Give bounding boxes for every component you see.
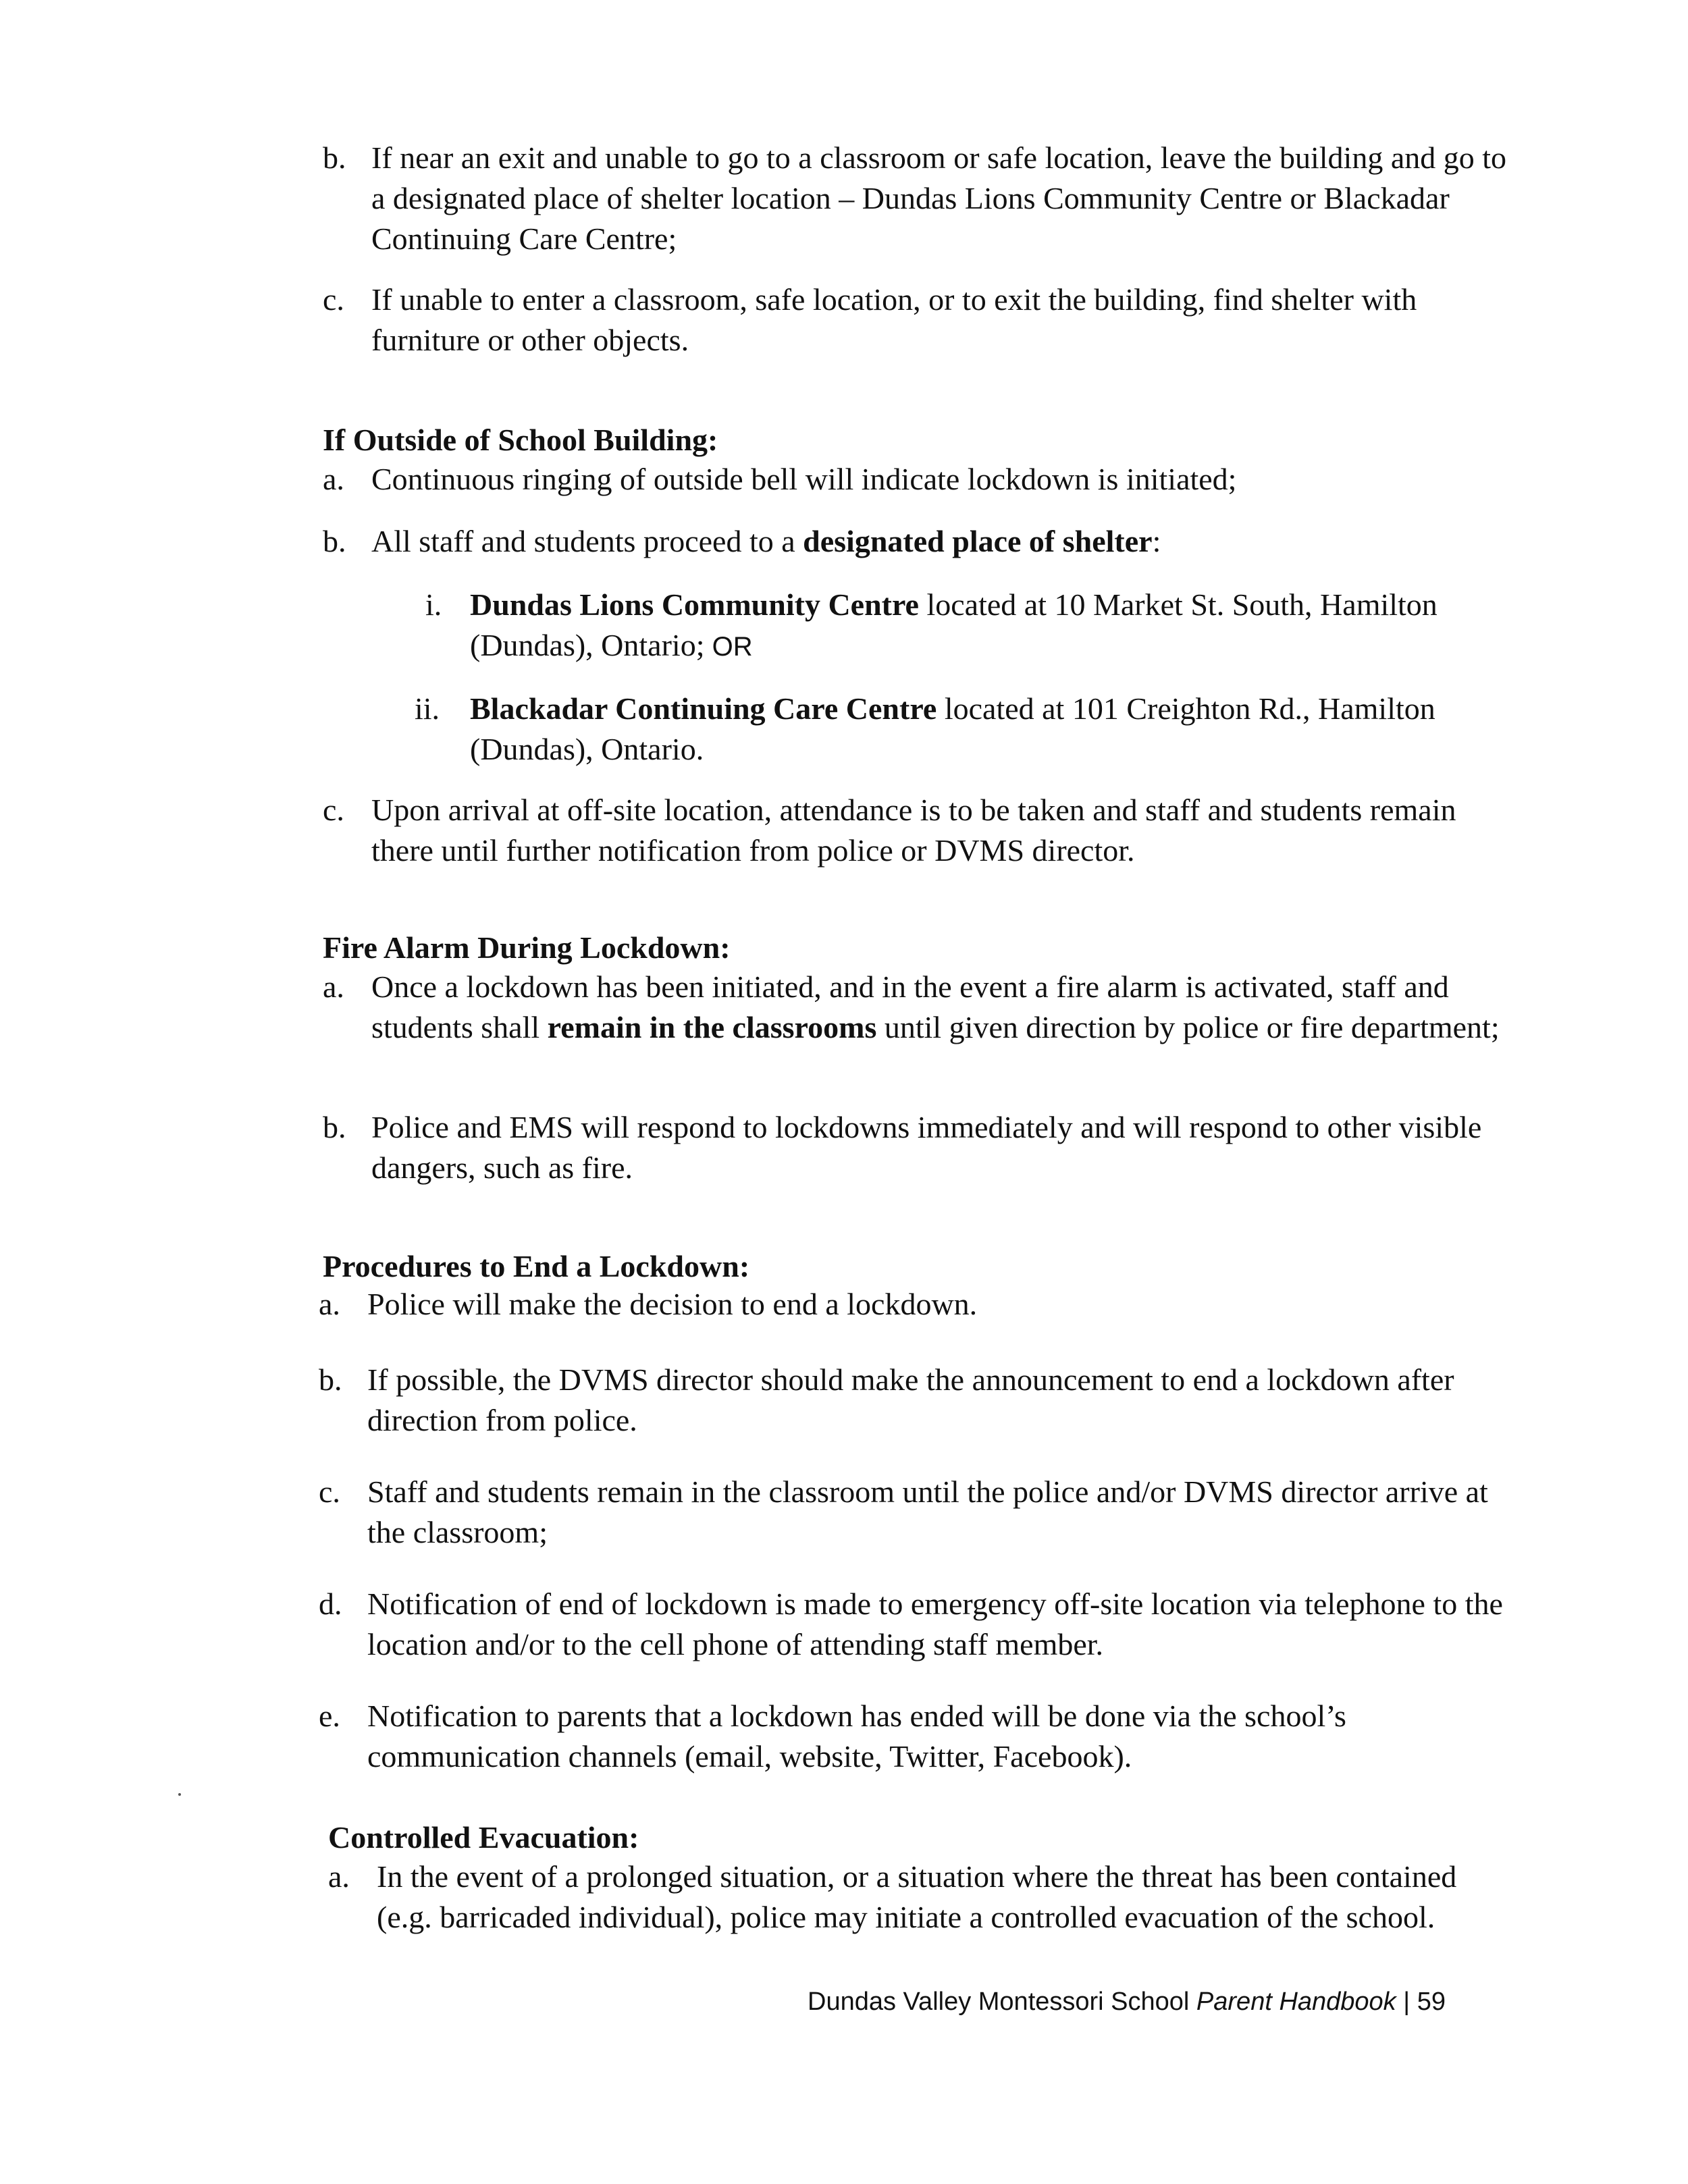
list-item [323, 459, 1511, 500]
item-label: a. [328, 1859, 350, 1894]
item-text: If unable to enter a classroom, safe location, or to exit the building, find shelter with furniture or other objects. [371, 282, 1417, 357]
item-label: e. [319, 1699, 340, 1733]
item-text: Staff and students remain in the classroom until the police and/or DVMS director arrive at the classroom; [367, 1474, 1488, 1549]
item-text: Once a lockdown has been initiated, and in the event a fire alarm is activated, staff and students shall remain in the classrooms until given direction by police or fire department; [371, 969, 1500, 1044]
sublist-item [425, 585, 1511, 666]
bold-phrase: Dundas Lions Community Centre [470, 587, 919, 622]
or-text: OR [704, 632, 753, 662]
item-text: Upon arrival at off-site location, attendance is to be taken and staff and students remain there until further notification from police or DVMS director. [371, 793, 1456, 868]
item-label: ii. [415, 691, 440, 726]
section-heading-controlled-evacuation: Controlled Evacuation: [328, 1820, 639, 1855]
item-label: b. [323, 1110, 346, 1144]
item-text: If possible, the DVMS director should make the announcement to end a lockdown after direction from police. [367, 1362, 1454, 1437]
list-item [323, 138, 1511, 259]
stray-dot [178, 1793, 181, 1796]
footer-separator: | [1396, 1988, 1417, 2016]
page-number: 59 [1417, 1988, 1446, 2016]
item-text: Police will make the decision to end a lockdown. [367, 1287, 978, 1321]
section-heading-fire-alarm: Fire Alarm During Lockdown: [323, 930, 731, 965]
item-label: b. [323, 524, 346, 558]
list-item [319, 1360, 1511, 1441]
list-item [323, 521, 1511, 562]
item-text: Dundas Lions Community Centre located at 10 Market St. South, Hamilton (Dundas), Ontario; OR [470, 587, 1438, 662]
page-footer [808, 1985, 1446, 2019]
list-item [319, 1472, 1511, 1553]
list-item [323, 279, 1511, 361]
item-text: Notification of end of lockdown is made to emergency off-site location via telephone to the location and/or to the cell phone of attending staff member. [367, 1587, 1503, 1661]
section-heading-outside: If Outside of School Building: [323, 423, 718, 457]
list-item [319, 1584, 1511, 1665]
item-label: b. [323, 140, 346, 175]
item-text: If near an exit and unable to go to a classroom or safe location, leave the building and go to a designated place of shelter location – Dundas Lions Community Centre or Blackadar Continuing Care Centre; [371, 140, 1507, 256]
item-text: Blackadar Continuing Care Centre located at 101 Creighton Rd., Hamilton (Dundas), Ontario. [470, 691, 1435, 766]
item-label: c. [323, 282, 344, 317]
bold-phrase: remain in the classrooms [547, 1010, 877, 1044]
item-label: d. [319, 1587, 342, 1621]
item-label: a. [323, 462, 344, 496]
item-text: Police and EMS will respond to lockdowns immediately and will respond to other visible dangers, such as fire. [371, 1110, 1482, 1185]
list-item [323, 790, 1511, 871]
footer-school-name: Dundas Valley Montessori School [808, 1988, 1196, 2016]
item-label: c. [323, 793, 344, 827]
item-label: a. [319, 1287, 340, 1321]
item-text: Notification to parents that a lockdown has ended will be done via the school’s communication channels (email, website, Twitter, Facebook). [367, 1699, 1346, 1774]
list-item [323, 967, 1511, 1088]
item-label: c. [319, 1474, 340, 1509]
item-label: i. [425, 587, 442, 622]
item-label: b. [319, 1362, 342, 1397]
item-text: All staff and students proceed to a designated place of shelter: [371, 524, 1161, 558]
sublist-item [415, 689, 1511, 770]
list-item [319, 1696, 1511, 1777]
list-item [328, 1857, 1511, 1978]
list-item [323, 1107, 1511, 1188]
item-label: a. [323, 969, 344, 1004]
section-heading-end-lockdown: Procedures to End a Lockdown: [323, 1249, 750, 1283]
item-text: Continuous ringing of outside bell will indicate lockdown is initiated; [371, 462, 1237, 496]
bold-phrase: Blackadar Continuing Care Centre [470, 691, 937, 726]
list-item [319, 1284, 1511, 1325]
item-text: In the event of a prolonged situation, or a situation where the threat has been contained (e.g. barricaded individual), police may initiate a controlled evacuation of the school. [377, 1859, 1457, 1934]
footer-doc-title: Parent Handbook [1196, 1988, 1396, 2016]
bold-phrase: designated place of shelter [803, 524, 1153, 558]
